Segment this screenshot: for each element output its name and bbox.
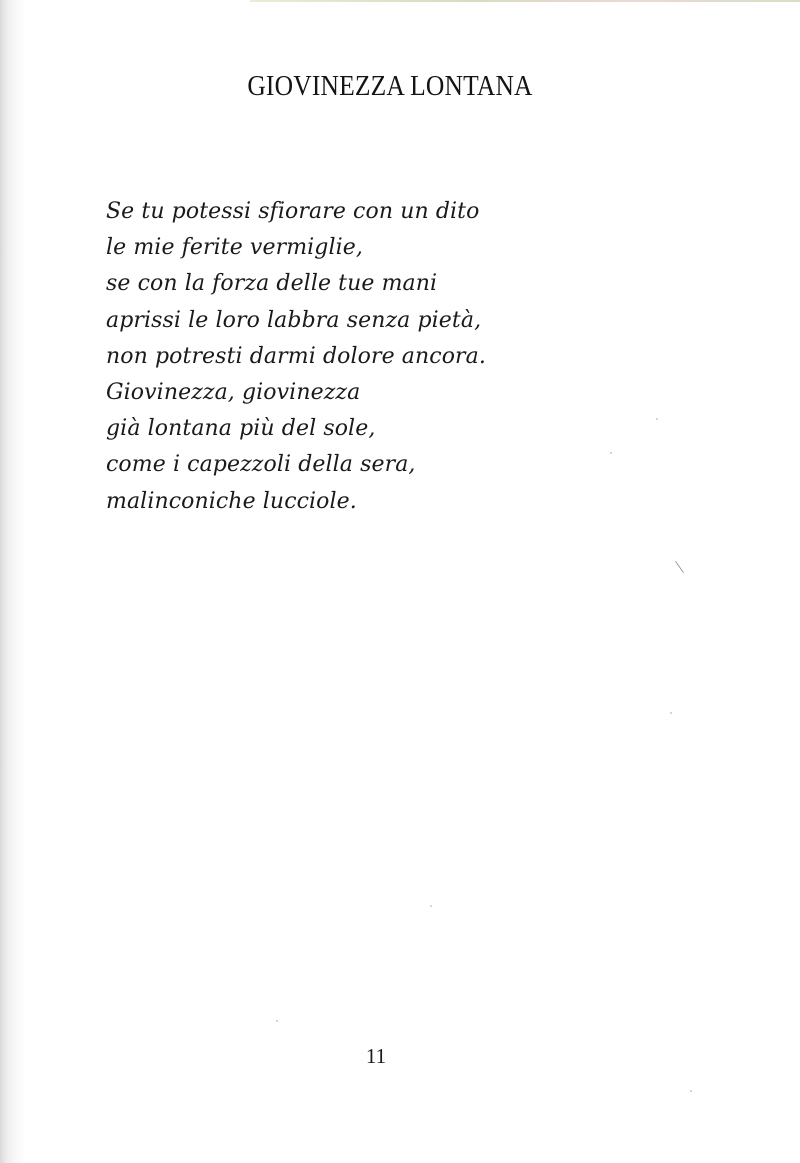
poem-line: già lontana più del sole,	[106, 416, 376, 442]
scan-speck	[670, 712, 672, 714]
scan-speck	[276, 1020, 278, 1022]
poem-line: se con la forza delle tue mani	[106, 271, 438, 297]
scan-speck	[690, 1090, 692, 1092]
poem-line: come i capezzoli della sera,	[106, 452, 416, 478]
scan-mark	[675, 561, 684, 573]
page-number: 11	[365, 1044, 387, 1068]
scan-speck	[430, 905, 432, 907]
poem-line: malinconiche lucciole.	[106, 488, 357, 514]
poem-line: Giovinezza, giovinezza	[106, 380, 361, 406]
scan-speck	[610, 452, 612, 454]
poem-body	[106, 194, 606, 520]
poem-line: Se tu potessi sfiorare con un dito	[106, 199, 480, 224]
scan-speck	[656, 418, 658, 420]
scan-spine-shadow	[0, 0, 26, 1163]
poem-title: GIOVINEZZA LONTANA	[247, 70, 533, 102]
poem-line: aprissi le loro labbra senza pietà,	[106, 307, 482, 333]
poem-line: le mie ferite vermiglie,	[106, 235, 363, 261]
scan-top-edge	[250, 0, 800, 2]
poem-line: non potresti darmi dolore ancora.	[106, 343, 486, 369]
